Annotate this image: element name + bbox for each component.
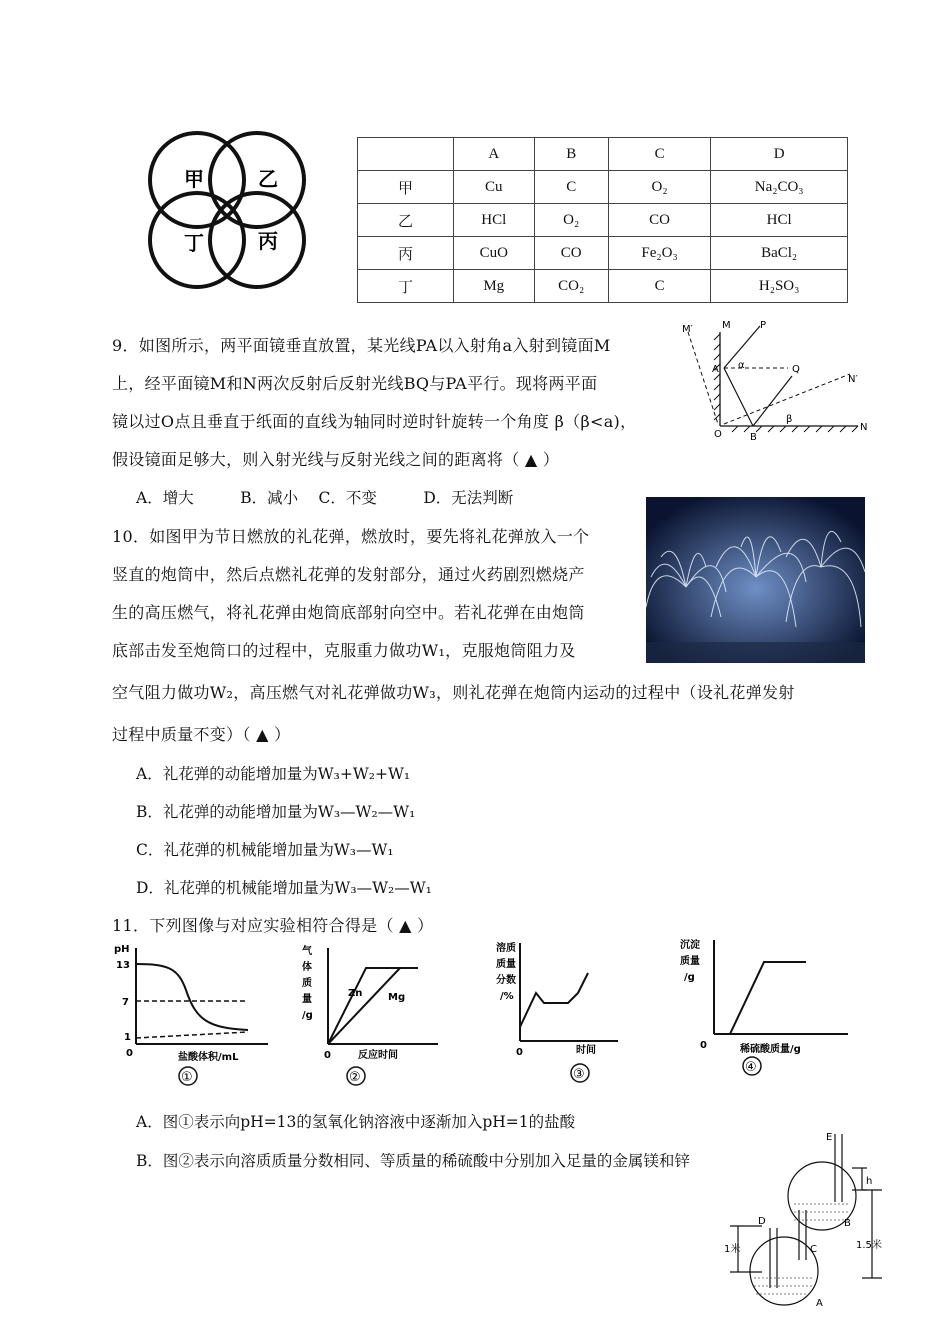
table-row [358, 270, 848, 303]
g4-number: ④ [745, 1060, 757, 1075]
g2-line-zn: Zn [348, 988, 363, 999]
q10-line-4: 底部击发至炮筒口的过程中，克服重力做功W₁，克服炮筒阻力及 [112, 641, 576, 660]
svg-text:体: 体 [302, 962, 312, 973]
app-label-1-5m: 1.5米 [856, 1240, 882, 1251]
g1-tick-7: 7 [122, 997, 129, 1008]
g1-tick-1: 1 [124, 1032, 131, 1043]
g3-ylabel: 溶质 [496, 943, 516, 954]
q10-line-5: 空气阻力做功W₂，高压燃气对礼花弹做功W₃，则礼花弹在炮筒内运动的过程中（设礼花弹发射 [112, 683, 795, 702]
table-cell: Mg [454, 270, 535, 303]
g2-xlabel: 反应时间 [358, 1050, 398, 1061]
q10-option-c: C．礼花弹的机械能增加量为W₃—W₁ [136, 841, 394, 859]
g3-number: ③ [573, 1067, 585, 1082]
table-row [358, 204, 848, 237]
svg-text:量: 量 [302, 994, 312, 1005]
label-b: B [750, 432, 757, 443]
g1-number: ① [181, 1070, 193, 1085]
q10-line-6: 过程中质量不变）（ ▲ ） [112, 725, 291, 744]
q9-options: A．增大 B．减小 C．不变 D．无法判断 [136, 489, 514, 507]
g2-ylabel: 气 [302, 946, 312, 957]
table-header: B [534, 138, 608, 171]
g2-number: ② [349, 1070, 361, 1085]
table-cell: 乙 [358, 204, 454, 237]
app-label-e: E [826, 1132, 833, 1143]
graph-3 [478, 935, 628, 1085]
g3-origin: 0 [516, 1047, 523, 1058]
chemistry-table [357, 137, 848, 303]
app-label-1m: 1米 [724, 1244, 741, 1255]
table-cell: Na₂CO₃ [711, 171, 848, 204]
table-cell: BaCl₂ [711, 237, 848, 270]
table-cell: 丙 [358, 237, 454, 270]
svg-text:质量: 质量 [496, 959, 516, 970]
graph-4 [668, 932, 858, 1082]
q11-option-b: B．图②表示向溶质质量分数相同、等质量的稀硫酸中分别加入足量的金属镁和锌 [136, 1152, 690, 1170]
q10-line-1: 10．如图甲为节日燃放的礼花弹，燃放时，要先将礼花弹放入一个 [112, 527, 590, 546]
g1-ylabel: pH [114, 944, 130, 955]
g1-tick-13: 13 [116, 960, 130, 971]
label-q: Q [792, 364, 800, 375]
q10-option-d: D．礼花弹的机械能增加量为W₃—W₂—W₁ [136, 879, 432, 897]
apparatus-diagram [722, 1128, 892, 1310]
table-cell: Cu [454, 171, 535, 204]
g2-origin: 0 [324, 1050, 331, 1061]
g2-line-mg: Mg [388, 992, 406, 1003]
app-label-c: C [810, 1244, 817, 1255]
table-cell: C [608, 270, 710, 303]
q9-line-4: 假设镜面足够大，则入射光线与反射光线之间的距离将（ ▲ ） [112, 450, 560, 469]
app-label-b: B [844, 1218, 851, 1229]
table-cell: CO [534, 237, 608, 270]
svg-text:质: 质 [302, 978, 312, 989]
svg-text:/%: /% [500, 991, 514, 1002]
label-m-prime: M′ [682, 324, 693, 335]
svg-text:质量: 质量 [680, 956, 700, 967]
table-cell: HCl [454, 204, 535, 237]
table-cell: CuO [454, 237, 535, 270]
table-cell: CO₂ [534, 270, 608, 303]
g4-origin: 0 [700, 1040, 707, 1051]
label-p: P [760, 320, 767, 331]
g1-tick-0: 0 [126, 1048, 133, 1059]
q9-line-1: 9．如图所示，两平面镜垂直放置，某光线PA以入射角a入射到镜面M [112, 336, 611, 355]
label-o: O [714, 429, 722, 440]
venn-label-yi: 乙 [258, 167, 278, 191]
app-label-d: D [758, 1216, 766, 1227]
table-cell: H₂SO₃ [711, 270, 848, 303]
table-cell: HCl [711, 204, 848, 237]
q11-option-a: A．图①表示向pH=13的氢氧化钠溶液中逐渐加入pH=1的盐酸 [136, 1113, 576, 1131]
g4-xlabel: 稀硫酸质量/g [740, 1044, 801, 1055]
q10-line-3: 生的高压燃气，将礼花弹由炮筒底部射向空中。若礼花弹在由炮筒 [112, 603, 585, 622]
app-label-h: h [866, 1176, 873, 1187]
mirror-diagram [680, 318, 875, 446]
label-beta: β [786, 414, 793, 425]
app-label-a: A [816, 1298, 823, 1309]
venn-label-ding: 丁 [184, 231, 204, 255]
svg-text:/g: /g [684, 972, 695, 983]
table-header: C [608, 138, 710, 171]
q10-option-b: B．礼花弹的动能增加量为W₃—W₂—W₁ [136, 803, 416, 821]
table-cell [358, 138, 454, 171]
q9-line-3: 镜以过O点且垂直于纸面的直线为轴同时逆时针旋转一个角度 β（β<a)， [112, 412, 637, 431]
label-n: N [860, 422, 868, 433]
g3-xlabel: 时间 [576, 1045, 596, 1056]
table-cell: 甲 [358, 171, 454, 204]
table-header-row [358, 138, 848, 171]
svg-text:/g: /g [302, 1010, 313, 1021]
table-row [358, 237, 848, 270]
label-alpha: α [738, 360, 745, 371]
g1-xlabel: 盐酸体积/mL [178, 1052, 239, 1063]
table-header: A [454, 138, 535, 171]
table-cell: Fe₂O₃ [608, 237, 710, 270]
svg-text:分数: 分数 [496, 975, 516, 986]
graph-1 [108, 940, 278, 1088]
table-cell: 丁 [358, 270, 454, 303]
venn-label-jia: 甲 [184, 167, 204, 191]
g4-ylabel: 沉淀 [680, 940, 700, 951]
label-m: M [722, 320, 731, 331]
table-cell: C [534, 171, 608, 204]
q10-line-2: 竖直的炮筒中，然后点燃礼花弹的发射部分，通过火药剧烈燃烧产 [112, 565, 585, 584]
fireworks-photo [646, 497, 865, 663]
label-a: A [712, 364, 719, 375]
venn-label-bing: 丙 [258, 229, 278, 253]
table-cell: O₂ [608, 171, 710, 204]
graph-2 [298, 940, 448, 1088]
label-n-prime: N′ [848, 374, 858, 385]
table-cell: CO [608, 204, 710, 237]
q9-line-2: 上，经平面镜M和N两次反射后反射光线BQ与PA平行。现将两平面 [112, 374, 598, 393]
table-row [358, 171, 848, 204]
table-header: D [711, 138, 848, 171]
q10-option-a: A．礼花弹的动能增加量为W₃+W₂+W₁ [136, 765, 411, 783]
venn-diagram [140, 128, 315, 293]
q11-stem: 11．下列图像与对应实验相符合得是（ ▲ ） [112, 916, 434, 935]
table-cell: O₂ [534, 204, 608, 237]
